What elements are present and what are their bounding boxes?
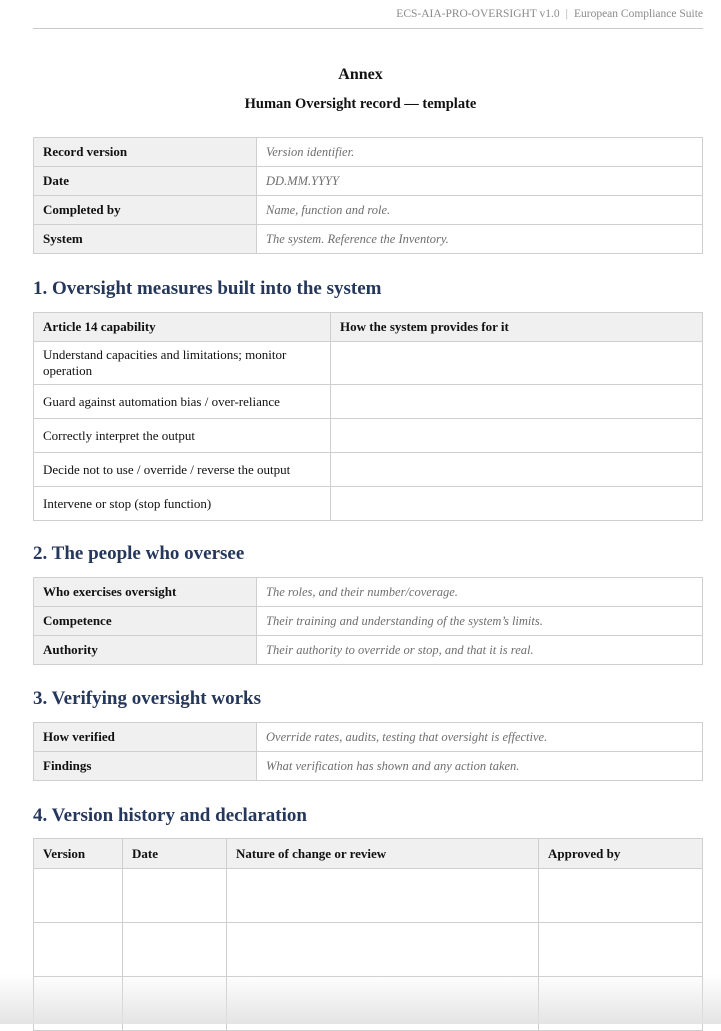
version-cell[interactable]: [34, 977, 123, 1031]
table-row: [34, 977, 703, 1031]
approved-by-cell[interactable]: [539, 977, 703, 1031]
date-field[interactable]: DD.MM.YYYY: [257, 167, 703, 196]
column-header-date: Date: [123, 839, 227, 869]
provision-cell[interactable]: [331, 342, 703, 385]
column-header-approved-by: Approved by: [539, 839, 703, 869]
provision-cell[interactable]: [331, 487, 703, 521]
provision-cell[interactable]: [331, 385, 703, 419]
system-label: System: [34, 225, 257, 254]
people-table: [33, 577, 703, 665]
table-row: [34, 578, 703, 607]
column-header-capability: Article 14 capability: [34, 313, 331, 342]
table-row: [34, 419, 703, 453]
competence-label: Competence: [34, 607, 257, 636]
section-heading-version-history: 4. Version history and declaration: [33, 805, 307, 826]
version-cell[interactable]: [34, 923, 123, 977]
approved-by-cell[interactable]: [539, 923, 703, 977]
table-row: [34, 636, 703, 665]
table-row: [34, 923, 703, 977]
how-verified-label: How verified: [34, 723, 257, 752]
section-heading-verifying: 3. Verifying oversight works: [33, 688, 261, 709]
column-header-version: Version: [34, 839, 123, 869]
section-heading-oversight-measures: 1. Oversight measures built into the system: [33, 278, 382, 299]
table-row: [34, 385, 703, 419]
header-separator: |: [565, 8, 568, 20]
page-header: [33, 0, 703, 29]
document-title: Annex: [338, 66, 383, 83]
table-row: [34, 869, 703, 923]
change-cell[interactable]: [227, 977, 539, 1031]
table-row: [34, 487, 703, 521]
authority-label: Authority: [34, 636, 257, 665]
authority-field[interactable]: Their authority to override or stop, and that it is real.: [257, 636, 703, 665]
table-row: [34, 138, 703, 167]
table-row: [34, 196, 703, 225]
provision-cell[interactable]: [331, 453, 703, 487]
verification-table: [33, 722, 703, 781]
date-cell[interactable]: [123, 977, 227, 1031]
suite-name: European Compliance Suite: [573, 8, 703, 20]
record-version-label: Record version: [34, 138, 257, 167]
table-header-row: [34, 839, 703, 869]
table-row: [34, 607, 703, 636]
capability-cell: Correctly interpret the output: [34, 419, 331, 453]
record-table: [33, 137, 703, 254]
table-header-row: [34, 313, 703, 342]
completed-by-field[interactable]: Name, function and role.: [257, 196, 703, 225]
table-row: [34, 342, 703, 385]
date-cell[interactable]: [123, 869, 227, 923]
table-row: [34, 225, 703, 254]
change-cell[interactable]: [227, 869, 539, 923]
table-row: [34, 167, 703, 196]
findings-field[interactable]: What verification has shown and any action taken.: [257, 752, 703, 781]
system-field[interactable]: The system. Reference the Inventory.: [257, 225, 703, 254]
version-history-table: [33, 838, 703, 1031]
date-label: Date: [34, 167, 257, 196]
column-header-nature-of-change: Nature of change or review: [227, 839, 539, 869]
date-cell[interactable]: [123, 923, 227, 977]
competence-field[interactable]: Their training and understanding of the system’s limits.: [257, 607, 703, 636]
column-header-provision: How the system provides for it: [331, 313, 703, 342]
capability-cell: Decide not to use / override / reverse the output: [34, 453, 331, 487]
change-cell[interactable]: [227, 923, 539, 977]
document-id: ECS-AIA-PRO-OVERSIGHT v1.0: [396, 8, 560, 20]
table-row: [34, 752, 703, 781]
capability-cell: Understand capacities and limitations; monitor operation: [34, 342, 331, 385]
capability-table: [33, 312, 703, 521]
findings-label: Findings: [34, 752, 257, 781]
record-version-field[interactable]: Version identifier.: [257, 138, 703, 167]
section-heading-people: 2. The people who oversee: [33, 543, 245, 564]
who-oversees-label: Who exercises oversight: [34, 578, 257, 607]
approved-by-cell[interactable]: [539, 869, 703, 923]
version-cell[interactable]: [34, 869, 123, 923]
completed-by-label: Completed by: [34, 196, 257, 225]
capability-cell: Intervene or stop (stop function): [34, 487, 331, 521]
capability-cell: Guard against automation bias / over-reliance: [34, 385, 331, 419]
table-row: [34, 723, 703, 752]
who-oversees-field[interactable]: The roles, and their number/coverage.: [257, 578, 703, 607]
provision-cell[interactable]: [331, 419, 703, 453]
how-verified-field[interactable]: Override rates, audits, testing that oversight is effective.: [257, 723, 703, 752]
table-row: [34, 453, 703, 487]
document-subtitle: Human Oversight record — template: [244, 96, 477, 112]
